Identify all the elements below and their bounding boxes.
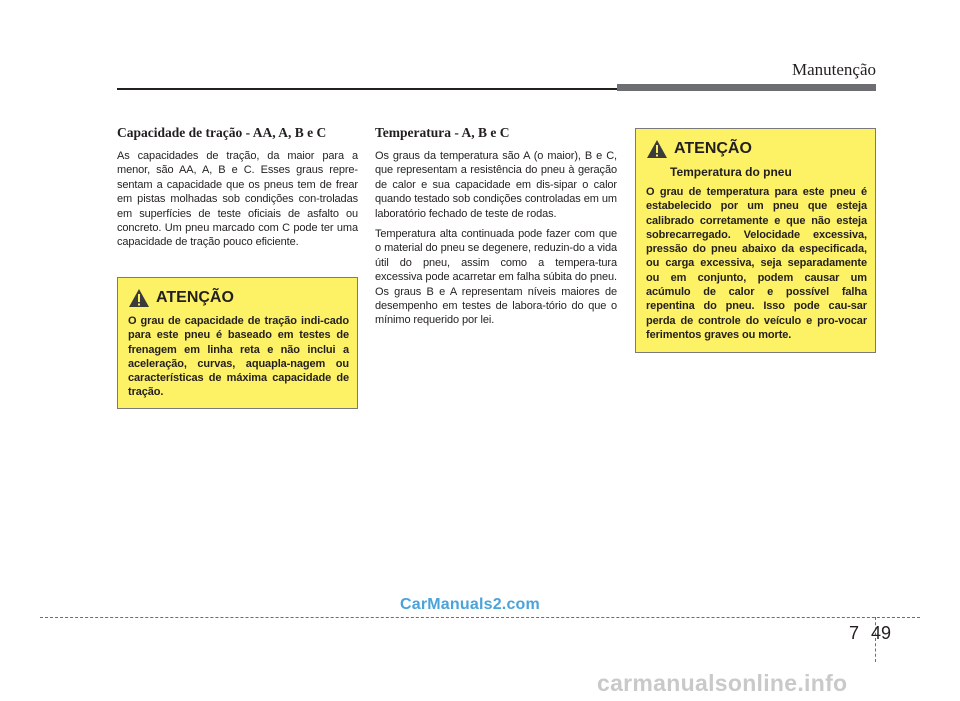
section-number: 7	[849, 623, 860, 643]
warning-title: ATENÇÃO	[156, 289, 234, 306]
warning-triangle-icon	[128, 288, 150, 308]
traction-body: As capacidades de tração, da maior para a menor, são AA, A, B e C. Esses graus repre-sentam a capacidade que os pneus tem de frear em pistas molhadas sob condições con-troladas em superfícies de teste oficiais de asfalto ou concreto. Um pneu marcado com C pode ter uma capacidade de tração pouco eficiente.	[117, 150, 358, 249]
warning-text: O grau de capacidade de tração indi-cado para este pneu é baseado em testes de frenagem em linha reta e não inclui a aceleração, curvas, aquapla-nagem ou características de máxima capacidade de tração.	[128, 315, 349, 399]
page-number-value: 49	[871, 623, 892, 643]
warning-subtitle: Temperatura do pneu	[670, 165, 792, 179]
watermark-link[interactable]: CarManuals2.com	[400, 596, 540, 613]
warning-title: ATENÇÃO	[674, 140, 752, 157]
temperature-heading: Temperatura - A, B e C	[375, 125, 510, 140]
footer-rule	[40, 617, 920, 618]
temperature-para-2: Temperatura alta continuada pode fazer com que o material do pneu se degenere, reduzin-do a vida útil do pneu, assim como a tempera-tura excessiva pode acarretar em falha súbita do pneu. Os graus B e A representam níveis maiores de desempenho em testes de labora-tório do que o mínimo requerido por lei.	[375, 228, 617, 327]
section-title: Manutenção	[791, 60, 876, 79]
header-bar	[617, 84, 876, 91]
warning-triangle-icon	[646, 139, 668, 159]
warning-header	[646, 139, 867, 159]
temperature-section	[375, 125, 617, 334]
traction-warning-box	[117, 277, 358, 409]
header-rule	[117, 88, 617, 90]
page-number	[849, 623, 891, 644]
warning-header	[128, 288, 349, 308]
footer-watermark: carmanualsonline.info	[597, 670, 848, 696]
temperature-warning-box	[635, 128, 876, 353]
temperature-para-1: Os graus da temperatura são A (o maior), B e C, que representam a resistência do pneu à geração de calor e sua capacidade em dis-sipar o calor quando testado sob condições controladas em um laboratório fechado de teste de rodas.	[375, 150, 617, 220]
traction-section	[117, 125, 358, 256]
warning-text: O grau de temperatura para este pneu é estabelecido por um pneu que esteja calibrado corretamente e que não esteja sobrecarregado. Velocidade excessiva, pressão do pneu abaixo da especificada, ou carga excessiva, seja separadamente ou em conjunto, podem causar um acúmulo de calor e possível falha repentina do pneu. Isso pode cau-sar perda de controle do veículo e pro-vocar ferimentos graves ou morte.	[646, 186, 867, 341]
traction-heading: Capacidade de tração - AA, A, B e C	[117, 125, 327, 140]
